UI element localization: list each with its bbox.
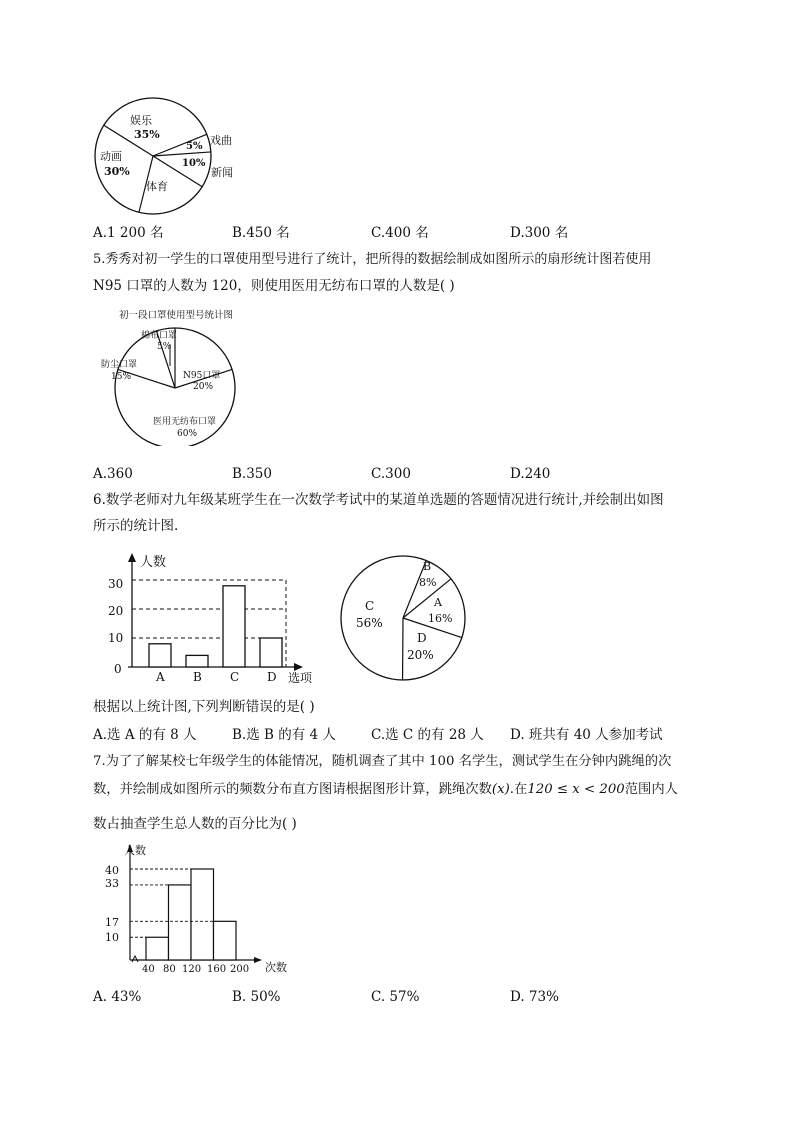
q5-chart-title: 初一段口罩使用型号统计图 [119, 310, 234, 321]
q7-option-d: D. 73% [510, 989, 559, 1005]
q6-bar-ylabel: 人数 [140, 555, 167, 570]
q6-option-d: D. 班共有 40 人参加考试 [510, 727, 663, 743]
q4-label-tiyu: 体育 [146, 180, 168, 193]
q4-label-yule: 娱乐 [130, 114, 152, 127]
q7-hist-ytick-10: 10 [105, 931, 119, 944]
q5-label-yiyong-pct: 60% [177, 429, 198, 439]
q4-label-donghua: 动画 [100, 150, 122, 163]
q7-hist-bar-120-160 [191, 869, 214, 960]
q4-option-a: A.1 200 名 [93, 225, 164, 241]
q7-histogram-marks [127, 844, 262, 963]
q7-hist-ytick-17: 17 [105, 916, 119, 929]
q7-hist-ytick-40: 40 [105, 864, 119, 877]
q6-bar-chart [108, 550, 318, 688]
q7-text-line3: 数占抽查学生总人数的百分比为( ) [93, 816, 297, 832]
q6-option-a: A.选 A 的有 8 人 [93, 727, 197, 743]
q6-pie-label-a-pct: 16% [428, 612, 453, 625]
q4-option-c: C.400 名 [371, 225, 429, 241]
q7-hist-axis-break [132, 956, 138, 962]
q6-pie-chart [338, 552, 470, 684]
q4-pie-chart [90, 96, 270, 220]
q6-bar-xtick-D: D [267, 670, 277, 684]
q6-question: 根据以上统计图,下列判断错误的是( ) [93, 699, 315, 715]
q6-bar-xtick-A: A [156, 670, 165, 684]
q6-bar-A [149, 644, 171, 667]
q7-option-b: B. 50% [232, 989, 281, 1005]
q4-option-d: D.300 名 [510, 225, 569, 241]
q7-hist-xlabel: 次数 [265, 961, 287, 974]
q5-label-fangchen: 防尘口罩 [101, 360, 138, 370]
q7-text-line2 [93, 780, 678, 800]
q6-text-line2: 所示的统计图. [93, 518, 179, 534]
q7-hist-xtick-80: 80 [163, 964, 176, 975]
q5-label-yiyong: 医用无纺布口罩 [153, 417, 217, 427]
q7-text-line1: 7.为了了解某校七年级学生的体能情况，随机调查了其中 100 名学生，测试学生在分钟内跳绳的次 [93, 754, 672, 769]
q5-label-n95-pct: 20% [193, 382, 214, 392]
q5-option-b: B.350 [232, 466, 272, 482]
q6-option-b: B.选 B 的有 4 人 [232, 727, 336, 743]
q5-label-mianbu: 棉布口罩 [141, 331, 178, 341]
q4-label-news-pct: 10% [182, 158, 206, 169]
q7-option-c: C. 57% [371, 989, 420, 1005]
q5-label-mianbu-pct: 5% [157, 342, 172, 352]
q4-label-news: 新闻 [211, 166, 233, 179]
q6-option-c: C.选 C 的有 28 人 [371, 727, 484, 743]
q6-bar-tick-20: 20 [108, 604, 124, 618]
q5-option-a: A.360 [93, 466, 133, 482]
q7-text-line2-e: 范围内人 [624, 782, 678, 797]
q7-hist-ytick-33: 33 [105, 877, 119, 890]
q7-hist-ylabel: 人数 [124, 844, 146, 857]
q6-pie-label-c-pct: 56% [356, 616, 383, 630]
q4-label-xiqu: 戏曲 [210, 134, 232, 147]
q4-label-donghua-pct: 30% [104, 165, 130, 178]
q7-histogram [100, 842, 300, 978]
q6-bar-xtick-B: B [193, 670, 202, 684]
q4-option-b: B.450 名 [232, 225, 290, 241]
q7-hist-bar-80-120 [169, 885, 192, 960]
q5-label-fangchen-pct: 15% [111, 372, 132, 382]
q6-bar-xtick-C: C [230, 670, 240, 684]
q6-pie-label-a: A [434, 596, 442, 609]
q6-bar-C [223, 586, 245, 667]
q6-pie-label-c: C [365, 599, 375, 613]
q7-hist-bar-160-200 [214, 921, 237, 960]
q6-bar-D [260, 638, 282, 667]
q7-text-line2-c: .在 [509, 782, 528, 797]
q5-text-line2: N95 口罩的人数为 120，则使用医用无纺布口罩的人数是( ) [93, 278, 455, 294]
q6-pie-label-d-pct: 20% [407, 648, 434, 662]
q6-bar-chart-marks [128, 553, 303, 684]
q4-label-yule-pct: 35% [134, 128, 160, 141]
q5-option-c: C.300 [371, 466, 411, 482]
q6-bar-tick-30: 30 [108, 577, 124, 591]
q6-pie-label-b-pct: 8% [419, 576, 437, 589]
q6-pie-label-b: B [423, 560, 432, 573]
q6-bar-x-arrow [294, 663, 303, 671]
q5-text-line1: 5.秀秀对初一学生的口罩使用型号进行了统计，把所得的数据绘制成如图所示的扇形统计图若使用 [93, 252, 652, 267]
q6-pie-label-d: D [417, 631, 427, 645]
q7-hist-bar-40-80 [146, 937, 169, 960]
q7-hist-xtick-200: 200 [230, 964, 250, 975]
q5-pie-slices [115, 328, 235, 446]
q5-label-n95: N95口罩 [183, 371, 221, 381]
q7-option-a: A. 43% [93, 989, 142, 1005]
q6-bar-B [186, 655, 208, 667]
q6-bar-y-arrow [128, 553, 136, 562]
q7-hist-xtick-160: 160 [207, 964, 227, 975]
q7-text-line2-a: 数，并绘制成如图所示的频数分布直方图请根据图形计算，跳绳次数 [93, 782, 492, 797]
q6-bar-tick-10: 10 [108, 631, 124, 645]
q6-bar-xlabel: 选项 [288, 671, 313, 685]
q5-option-d: D.240 [510, 466, 551, 482]
q6-bar-tick-0: 0 [114, 662, 122, 676]
q6-text-line1: 6.数学老师对九年级某班学生在一次数学考试中的某道单选题的答题情况进行统计,并绘制出如图 [93, 492, 664, 508]
q7-hist-xtick-40: 40 [142, 964, 155, 975]
q4-label-xiqu-pct: 5% [186, 141, 203, 152]
q5-pie-chart [93, 306, 263, 446]
q7-hist-xtick-120: 120 [182, 964, 202, 975]
q7-text-inequality: 120 ≤ x < 200 [527, 782, 625, 797]
q7-text-x: (x) [491, 782, 510, 797]
q7-hist-x-arrow [254, 957, 262, 963]
